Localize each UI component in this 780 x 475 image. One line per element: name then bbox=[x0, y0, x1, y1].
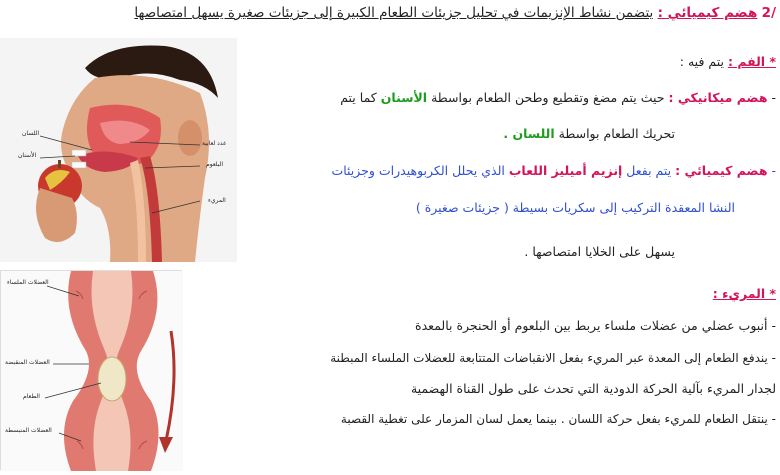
label-salivary-glands: غدد لعابية bbox=[202, 140, 227, 147]
esophagus-heading: * المريء : bbox=[712, 286, 776, 301]
label-tongue: اللسان bbox=[22, 130, 40, 137]
esophagus-diagram bbox=[0, 270, 182, 470]
chemical-line-3: يسهل على الخلايا امتصاصها . bbox=[524, 244, 675, 259]
header-text: يتضمن نشاط الإنزيمات في تحليل جزيئات الطعام الكبيرة إلى جزيئات صغيرة يسهل امتصاصها bbox=[134, 5, 654, 21]
label-contracted-muscle: العضلات المنقبضة bbox=[5, 359, 50, 366]
mouth-heading-line bbox=[680, 53, 776, 71]
esophagus-point-2: - يندفع الطعام إلى المعدة عبر المريء بفعل الانقباضات المتتابعة للعضلات الملساء المبطنة bbox=[330, 351, 776, 365]
label-relaxed-muscle: العضلات المنبسطة bbox=[5, 427, 52, 434]
header-prefix: /2 bbox=[761, 5, 776, 21]
esophagus-point-1: - أنبوب عضلي من عضلات ملساء يربط بين البلعوم أو الحنجرة بالمعدة bbox=[415, 318, 776, 333]
chemical-line-1: - هضم كيميائي : يتم بفعل إنزيم أميليز اللعاب الذي يحلل الكربوهيدرات وجزيئات bbox=[331, 163, 776, 178]
esophagus-illustration bbox=[1, 271, 183, 471]
enzyme-name: إنزيم أميليز اللعاب bbox=[508, 163, 623, 178]
teeth-highlight: الأسنان bbox=[380, 90, 428, 105]
header-line bbox=[134, 4, 776, 22]
chemical-line-2: النشا المعقدة التركيب إلى سكريات بسيطة ( جزيئات صغيرة ) bbox=[415, 200, 735, 215]
mouth-heading-suffix: يتم فيه : bbox=[679, 54, 724, 69]
mouth-diagram bbox=[0, 38, 237, 262]
label-smooth-muscle: العضلات الملساء bbox=[7, 279, 49, 286]
esophagus-point-4: - ينتقل الطعام للمريء بفعل حركة اللسان . بينما يعمل لسان المزمار على تغطية القصبة bbox=[340, 412, 776, 426]
tongue-highlight: اللسان . bbox=[503, 126, 555, 141]
esophagus-point-3: لجدار المريء بآلية الحركة الدودية التي تحدث على طول القناة الهضمية bbox=[410, 381, 776, 396]
mechanical-line-2: تحريك الطعام بواسطة اللسان . bbox=[503, 126, 675, 141]
label-esophagus: المريء bbox=[208, 197, 226, 204]
head-illustration bbox=[0, 38, 237, 262]
mechanical-line-1: - هضم ميكانيكي : حيث يتم مضغ وتقطيع وطحن الطعام بواسطة الأسنان كما يتم bbox=[340, 90, 776, 105]
esophagus-heading-line bbox=[713, 285, 776, 303]
chemical-term: هضم كيميائي : bbox=[675, 163, 768, 178]
label-pharynx: البلعوم bbox=[206, 161, 224, 168]
label-food: الطعام bbox=[23, 393, 40, 400]
label-teeth: الأسنان bbox=[18, 152, 37, 159]
mouth-heading: * الفم : bbox=[727, 54, 776, 69]
header-term: هضم كيميائي : bbox=[657, 5, 758, 21]
mechanical-term: هضم ميكانيكي : bbox=[668, 90, 768, 105]
